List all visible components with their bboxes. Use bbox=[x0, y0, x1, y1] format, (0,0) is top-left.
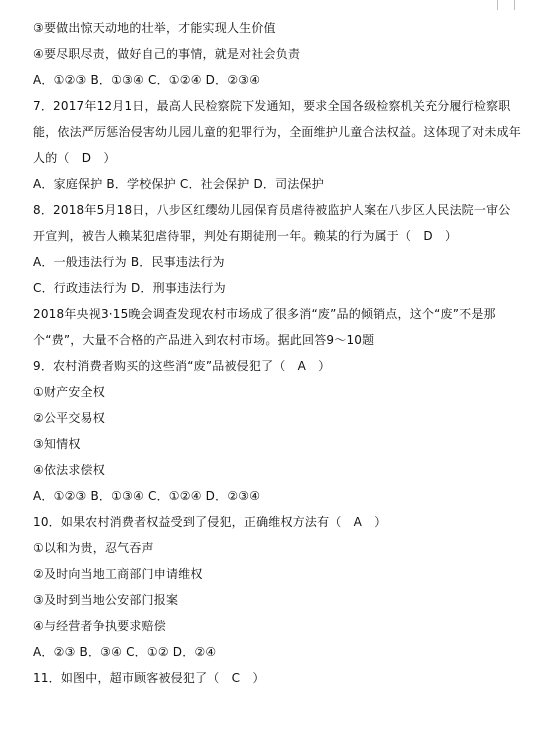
text-line: ③要做出惊天动地的壮举，才能实现人生价值 bbox=[33, 21, 276, 35]
answer-options-line: C．行政违法行为 D．刑事违法行为 bbox=[33, 281, 226, 295]
option-item: ①以和为贵，忍气吞声 bbox=[33, 541, 154, 555]
page-corner-mark bbox=[497, 0, 498, 10]
answer-options-line: A．①②③ B．①③④ C．①②④ D．②③④ bbox=[33, 489, 261, 503]
question-8-line: 开宣判，被告人赖某犯虐待罪，判处有期徒刑一年。赖某的行为属于（ D ） bbox=[33, 229, 458, 243]
question-7-line: 7．2017年12月1日，最高人民检察院下发通知，要求全国各级检察机关充分履行检察职 bbox=[33, 99, 511, 113]
option-item: ①财产安全权 bbox=[33, 385, 105, 399]
page-corner-mark bbox=[514, 0, 515, 10]
answer-options-line: A．②③ B．③④ C．①② D．②④ bbox=[33, 645, 217, 659]
question-7-line: 人的（ D ） bbox=[33, 151, 116, 165]
question-7-line: 能，依法严厉惩治侵害幼儿园儿童的犯罪行为，全面维护儿童合法权益。这体现了对未成年 bbox=[33, 125, 522, 139]
answer-options-line: A．家庭保护 B．学校保护 C．社会保护 D．司法保护 bbox=[33, 177, 324, 191]
option-item: ④依法求偿权 bbox=[33, 463, 105, 477]
option-item: ②及时向当地工商部门申请维权 bbox=[33, 567, 203, 581]
option-item: ④与经营者争执要求赔偿 bbox=[33, 619, 166, 633]
question-10-line: 10．如果农村消费者权益受到了侵犯，正确维权方法有（ A ） bbox=[33, 515, 387, 529]
answer-options-line: A．一般违法行为 B．民事违法行为 bbox=[33, 255, 225, 269]
question-11-line: 11．如图中，超市顾客被侵犯了（ C ） bbox=[33, 671, 265, 685]
option-item: ③及时到当地公安部门报案 bbox=[33, 593, 179, 607]
passage-line: 个“费”，大量不合格的产品进入到农村市场。据此回答9～10题 bbox=[33, 333, 375, 347]
option-item: ③知情权 bbox=[33, 437, 81, 451]
question-8-line: 8．2018年5月18日，八步区红缨幼儿园保育员虐待被监护人案在八步区人民法院一审公 bbox=[33, 203, 511, 217]
answer-options-line: A．①②③ B．①③④ C．①②④ D．②③④ bbox=[33, 73, 261, 87]
passage-line: 2018年央视3·15晚会调查发现农村市场成了很多消“废”品的倾销点，这个“废”不是那 bbox=[33, 307, 496, 321]
question-9-line: 9．农村消费者购买的这些消“废”品被侵犯了（ A ） bbox=[33, 359, 331, 373]
option-item: ②公平交易权 bbox=[33, 411, 105, 425]
text-line: ④要尽职尽责，做好自己的事情，就是对社会负责 bbox=[33, 47, 301, 61]
